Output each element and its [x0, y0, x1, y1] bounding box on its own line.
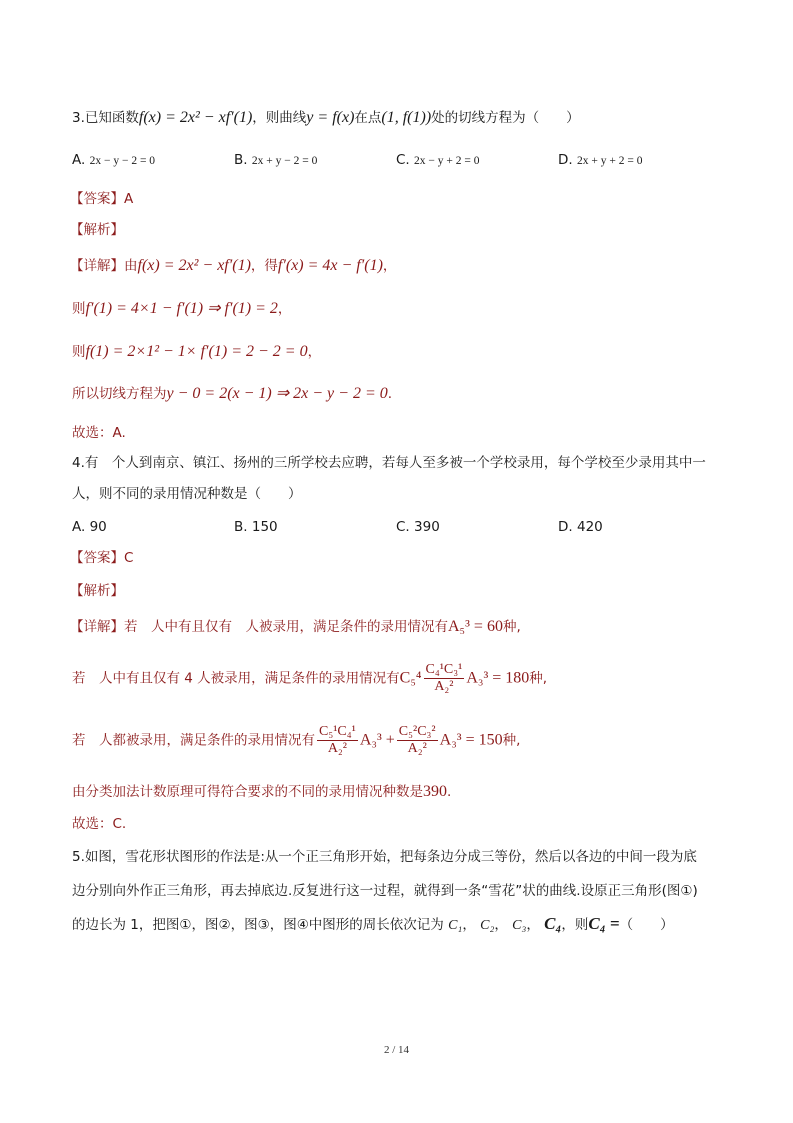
q4-detail-2-fraction: $\frac{\text{C₄¹C₃¹}}{\text{A₂²}}$ [425, 662, 463, 694]
q4-detail-1: 【详解】若 人中有且仅有 人被录用，满足条件的录用情况有A₅³ = 60种, [70, 618, 521, 635]
q4-detail-3-fraction-1: $\frac{\text{C₅¹C₄¹}}{\text{A₂²}}$ [319, 724, 356, 756]
q3-analysis-label: 【解析】 [70, 222, 124, 238]
q4-choose: 故选：C. [72, 816, 127, 832]
q4-option-a: A. 90 [72, 519, 107, 535]
q4-detail-2: 若 人中有且仅有 4 人被录用，满足条件的录用情况有C₅⁴ $\frac{\text{C₄¹C₃¹}}{\text{A₂²}}$ A₃³ = 180种, [72, 662, 548, 694]
q3-detail: 【详解】由f(x) = 2x² − xf′(1)，得f′(x) = 4x − f′(1)， [70, 257, 397, 274]
q3-choose: 故选：A. [72, 425, 126, 441]
q3-option-b: B. 2x + y − 2 = 0 [234, 152, 318, 168]
q3-step-3: 所以切线方程为y − 0 = 2(x − 1) ⇒ 2x − y − 2 = 0. [72, 385, 393, 402]
q4-option-b: B. 150 [234, 519, 278, 535]
q4-option-c: C. 390 [396, 519, 440, 535]
q4-detail-3-fraction-2: $\frac{\text{C₅²C₃²}}{\text{A₂²}}$ [398, 724, 436, 756]
q3-step-1: 则f′(1) = 4×1 − f′(1) ⇒ f′(1) = 2， [72, 300, 292, 317]
q4-answer: 【答案】C [70, 550, 134, 566]
q3-stem: 3.已知函数f(x) = 2x² − xf′(1)，则曲线y = f(x)在点(1, f(1))处的切线方程为（ ） [72, 109, 580, 126]
q5-line-1: 5.如图，雪花形状图形的作法是:从一个正三角形开始，把每条边分成三等份，然后以各边的中间一段为底 [72, 849, 697, 865]
q4-stem-line-2: 人，则不同的录用情况种数是（ ） [72, 486, 302, 502]
q3-answer: 【答案】A [70, 191, 134, 207]
q4-stem-line-1: 4.有 个人到南京、镇江、扬州的三所学校去应聘，若每人至多被一个学校录用，每个学校至少录用其中一 [72, 455, 706, 471]
q4-option-d: D. 420 [558, 519, 603, 535]
q5-line-2: 边分别向外作正三角形，再去掉底边.反复进行这一过程，就得到一条“雪花”状的曲线.设原正三角形(图①) [72, 883, 698, 899]
q5-line-3: 的边长为 1，把图①，图②，图③，图④中图形的周长依次记为 C₁， C₂， C₃， C₄，则C₄ =（ ） [72, 914, 674, 933]
q3-option-d: D. 2x + y + 2 = 0 [558, 152, 643, 168]
q3-option-c: C. 2x − y + 2 = 0 [396, 152, 480, 168]
q4-analysis-label: 【解析】 [70, 583, 124, 599]
q4-detail-3: 若 人都被录用，满足条件的录用情况有 $\frac{\text{C₅¹C₄¹}}{\text{A₂²}}$ A₃³ + $\frac{\text{C₅²C₃²}}{\text{A₂²}}$ A₃³ = 150种, [72, 724, 521, 756]
q3-option-a: A. 2x − y − 2 = 0 [72, 152, 156, 168]
page-number: 2 / 14 [383, 1044, 410, 1056]
q4-detail-4: 由分类加法计数原理可得符合要求的不同的录用情况种数是390. [72, 783, 452, 800]
q3-step-2: 则f(1) = 2×1² − 1× f′(1) = 2 − 2 = 0， [72, 343, 322, 360]
